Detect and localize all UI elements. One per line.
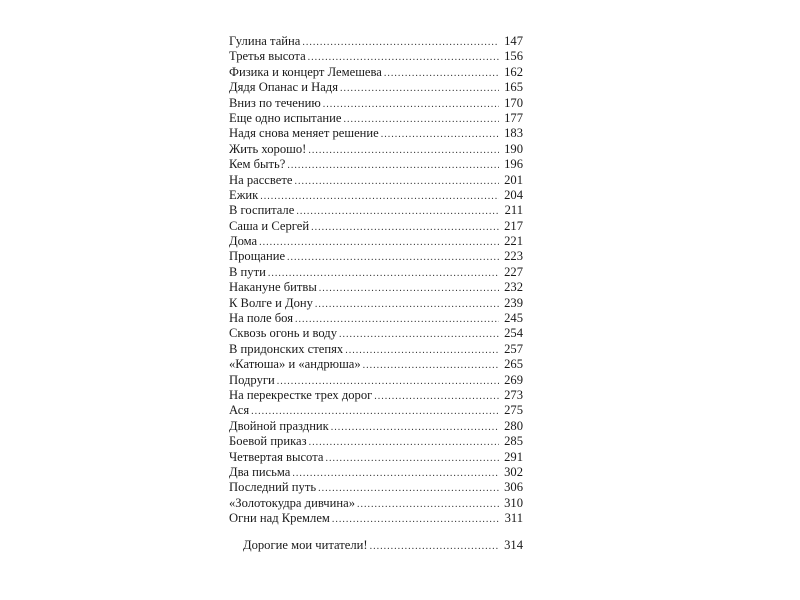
toc-entry (229, 450, 523, 465)
toc-entry (229, 80, 523, 95)
toc-dot-leader (268, 266, 499, 281)
toc-dot-leader (315, 297, 499, 312)
toc-entry-page: 291 (504, 449, 523, 464)
toc-entry-title: Последний путь (229, 480, 317, 495)
toc-entry-title: На поле боя (229, 311, 293, 326)
toc-entry-page: 223 (504, 249, 523, 264)
toc-entry (229, 49, 523, 64)
toc-entry-page: 239 (504, 295, 523, 310)
toc-entry-title: Подруги (229, 372, 275, 387)
toc-dot-leader (287, 158, 499, 173)
toc-entry-page: 204 (504, 187, 523, 202)
toc-dot-leader (295, 312, 499, 327)
toc-entry (229, 465, 523, 480)
toc-dot-leader (287, 250, 499, 265)
toc-dot-leader (277, 374, 499, 389)
toc-dot-leader (384, 66, 499, 81)
toc-entry (229, 342, 523, 357)
toc-dot-leader (381, 127, 499, 142)
toc-entry-page: 273 (504, 387, 523, 402)
toc-entry (229, 126, 523, 141)
toc-entry-title: На перекрестке трех дорог (229, 387, 373, 402)
toc-dot-leader (363, 358, 499, 373)
toc-entry-title: На рассвете (229, 172, 293, 187)
toc-entry (229, 173, 523, 188)
toc-entry (229, 296, 523, 311)
toc-entry-page: 147 (504, 34, 523, 48)
toc-dot-leader (332, 512, 499, 527)
toc-entry (229, 65, 523, 80)
toc-entry (229, 388, 523, 403)
toc-entry-page: 177 (504, 110, 523, 125)
toc-entry-title: «Катюша» и «андрюша» (229, 357, 361, 372)
toc-dot-leader (294, 174, 499, 189)
toc-entry-title: Надя снова меняет решение (229, 126, 379, 141)
toc-dot-leader (311, 220, 499, 235)
toc-entry-page: 183 (504, 126, 523, 141)
toc-entry-title: Двойной праздник (229, 418, 329, 433)
toc-entry-page: 211 (504, 203, 523, 218)
toc-entry (229, 357, 523, 372)
toc-entry (229, 511, 523, 526)
toc-entry (229, 403, 523, 418)
toc-entry-title: К Волге и Дону (229, 295, 313, 310)
toc-entry-title: Ежик (229, 187, 259, 202)
toc-dot-leader (370, 539, 499, 554)
toc-entry-title: Прощание (229, 249, 286, 264)
toc-dot-leader (331, 420, 499, 435)
toc-entry-title: Дома (229, 234, 258, 249)
toc-entry (229, 480, 523, 495)
toc-dot-leader (318, 481, 499, 496)
table-of-contents (229, 34, 523, 553)
toc-entry-page: 265 (504, 357, 523, 372)
toc-entry (229, 419, 523, 434)
toc-dot-leader (374, 389, 499, 404)
toc-entry-page: 190 (504, 141, 523, 156)
toc-entry (229, 496, 523, 511)
toc-entry (229, 249, 523, 264)
toc-entry-page: 285 (504, 434, 523, 449)
toc-entry-page: 196 (504, 157, 523, 172)
toc-dot-leader (339, 327, 499, 342)
toc-dot-leader (357, 497, 499, 512)
toc-dot-leader (325, 451, 499, 466)
toc-entry-page: 227 (504, 264, 523, 279)
toc-dot-leader (319, 281, 499, 296)
toc-gap (229, 527, 523, 538)
toc-entry (229, 265, 523, 280)
toc-entry-title: Вниз по течению (229, 95, 321, 110)
toc-entry-title: В пути (229, 264, 266, 279)
toc-entry-title: В госпитале (229, 203, 295, 218)
toc-entry-page: 170 (504, 95, 523, 110)
toc-entry-page: 162 (504, 64, 523, 79)
toc-entry-title: Жить хорошо! (229, 141, 307, 156)
toc-entry-title: Еще одно испытание (229, 110, 342, 125)
toc-entry-page: 269 (504, 372, 523, 387)
toc-entry (229, 157, 523, 172)
toc-entry (229, 311, 523, 326)
toc-entry-title: Два письма (229, 464, 291, 479)
toc-entry-page: 310 (504, 495, 523, 510)
toc-entry-page: 254 (504, 326, 523, 341)
toc-entry-title: «Золотокудра дивчина» (229, 495, 355, 510)
toc-entry-page: 245 (504, 311, 523, 326)
toc-entry-title: Сквозь огонь и воду (229, 326, 338, 341)
toc-entry-page: 257 (504, 341, 523, 356)
toc-dot-leader (309, 435, 499, 450)
toc-entry-title: Дорогие мои читатели! (243, 537, 368, 552)
toc-entry-title: Гулина тайна (229, 34, 301, 48)
toc-entry-title: Дядя Опанас и Надя (229, 80, 338, 95)
toc-dot-leader (259, 235, 499, 250)
toc-entry (229, 373, 523, 388)
toc-entry-title: Физика и концерт Лемешева (229, 64, 382, 79)
toc-entry (229, 280, 523, 295)
toc-entry (229, 219, 523, 234)
toc-entry (229, 434, 523, 449)
toc-entry-title: Четвертая высота (229, 449, 324, 464)
toc-entry-title: В придонских степях (229, 341, 344, 356)
toc-entry-title: Боевой приказ (229, 434, 307, 449)
toc-entry (229, 234, 523, 249)
toc-dot-leader (296, 204, 499, 219)
toc-entry-page: 275 (504, 403, 523, 418)
toc-entry-page: 217 (504, 218, 523, 233)
toc-entry-title: Третья высота (229, 49, 306, 64)
toc-entry-final (229, 538, 523, 553)
toc-dot-leader (260, 189, 499, 204)
toc-entry-page: 165 (504, 80, 523, 95)
toc-entry-page: 280 (504, 418, 523, 433)
toc-dot-leader (292, 466, 499, 481)
toc-entry (229, 96, 523, 111)
toc-dot-leader (302, 35, 499, 50)
toc-entry-title: Накануне битвы (229, 280, 317, 295)
toc-entry (229, 142, 523, 157)
toc-entry (229, 326, 523, 341)
toc-dot-leader (308, 50, 499, 65)
toc-entry-title: Саша и Сергей (229, 218, 310, 233)
toc-dot-leader (345, 343, 499, 358)
toc-dot-leader (323, 97, 499, 112)
toc-entry-page: 232 (504, 280, 523, 295)
toc-entry-title: Огни над Кремлем (229, 511, 330, 526)
toc-entry-title: Кем быть? (229, 157, 286, 172)
toc-entry-page: 314 (504, 537, 523, 552)
toc-dot-leader (344, 112, 499, 127)
toc-entry-page: 156 (504, 49, 523, 64)
toc-entry (229, 34, 523, 49)
toc-dot-leader (340, 81, 499, 96)
toc-entries (229, 34, 523, 527)
toc-entry-page: 201 (504, 172, 523, 187)
toc-entry (229, 111, 523, 126)
toc-entry (229, 188, 523, 203)
toc-entry-page: 302 (504, 464, 523, 479)
toc-entry (229, 203, 523, 218)
toc-entry-title: Ася (229, 403, 250, 418)
toc-dot-leader (308, 143, 499, 158)
toc-dot-leader (251, 404, 499, 419)
toc-entry-page: 306 (504, 480, 523, 495)
toc-entry-page: 221 (504, 234, 523, 249)
toc-entry-page: 311 (504, 511, 523, 526)
